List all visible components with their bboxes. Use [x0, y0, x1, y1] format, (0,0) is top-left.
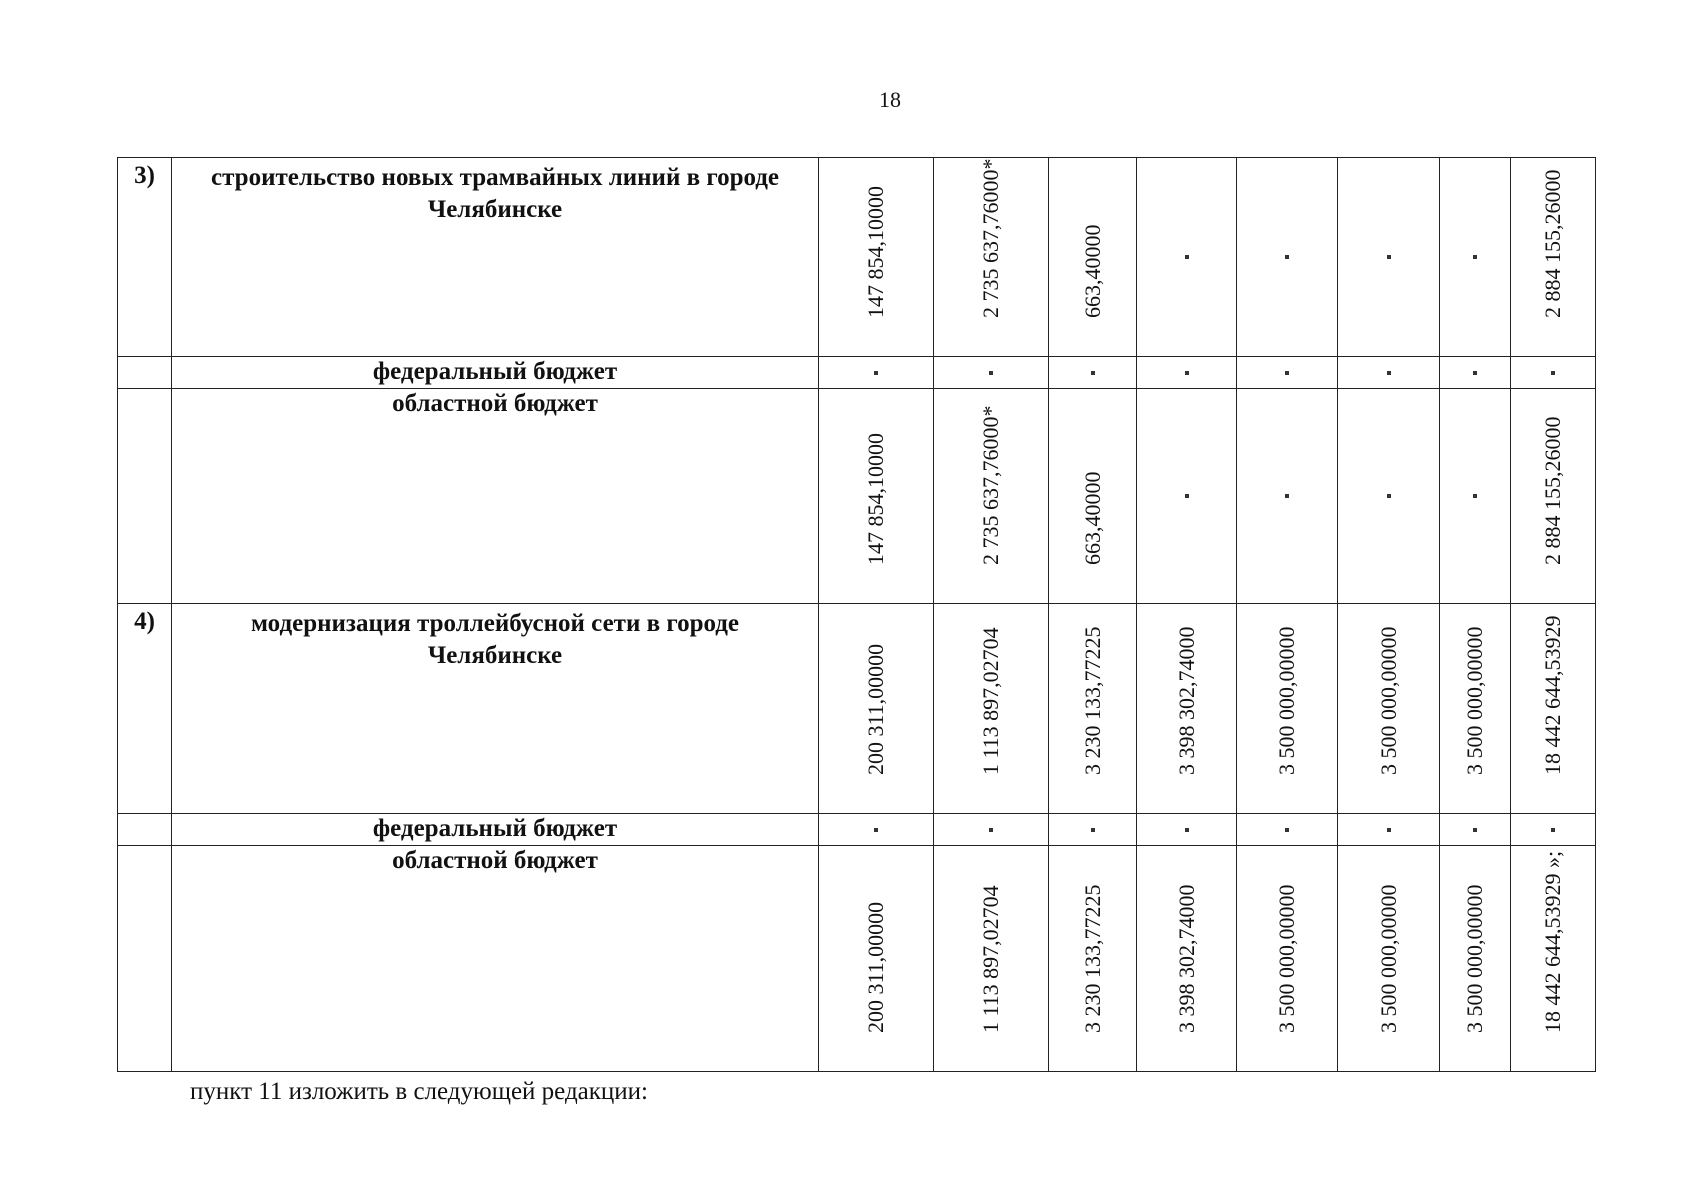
empty-value-cell — [1338, 357, 1440, 389]
total-value-cell — [1511, 158, 1596, 357]
budget-source-cell: федеральный бюджет — [172, 814, 819, 846]
dash-mark — [1387, 371, 1391, 375]
year-value-cell — [1049, 389, 1137, 604]
row-number-cell: 3) — [118, 158, 172, 357]
amount-text: 3 398 302,74000 — [1173, 626, 1199, 775]
amount-text: 147 854,10000 — [863, 433, 888, 565]
dash-mark — [1387, 255, 1391, 259]
empty-value-cell — [1137, 814, 1237, 846]
empty-value-cell — [1137, 389, 1237, 604]
year-value-cell — [934, 604, 1049, 814]
dash-mark — [1185, 255, 1189, 259]
table-row — [118, 158, 1596, 357]
empty-value-cell — [1237, 389, 1338, 604]
dash-mark — [1285, 494, 1289, 498]
year-value-cell — [934, 389, 1049, 604]
year-value-cell — [934, 158, 1049, 357]
empty-value-cell — [1237, 814, 1338, 846]
empty-value-cell — [1440, 814, 1511, 846]
year-value-cell — [1049, 604, 1137, 814]
empty-value-cell — [1338, 158, 1440, 357]
amount-text: 2 884 155,26000 — [1540, 169, 1565, 318]
year-value-cell — [819, 604, 934, 814]
table-row — [118, 357, 1596, 389]
amount-text: 1 113 897,02704 — [978, 885, 1003, 1033]
dash-mark — [1091, 371, 1095, 375]
budget-source-cell: федеральный бюджет — [172, 357, 819, 389]
empty-value-cell — [1440, 389, 1511, 604]
dash-mark — [1387, 494, 1391, 498]
program-funding-table — [117, 157, 1596, 1072]
dash-mark — [1285, 371, 1289, 375]
amount-text: 1 113 897,02704 — [978, 627, 1003, 775]
row-number-cell: 4) — [118, 604, 172, 814]
empty-value-cell — [1237, 357, 1338, 389]
budget-source-cell: областной бюджет — [172, 389, 819, 604]
year-value-cell — [1137, 846, 1237, 1072]
row-number-cell — [118, 389, 172, 604]
total-value-cell — [1511, 389, 1596, 604]
year-value-cell — [1237, 604, 1338, 814]
amount-text: 18 442 644,53929 »; — [1540, 850, 1565, 1033]
amount-text: 3 500 000,00000 — [1375, 626, 1401, 775]
year-value-cell — [819, 846, 934, 1072]
empty-value-cell — [934, 357, 1049, 389]
total-value-cell — [1511, 604, 1596, 814]
empty-value-cell — [1440, 357, 1511, 389]
amount-text: 3 500 000,00000 — [1274, 884, 1299, 1033]
row-number-cell — [118, 814, 172, 846]
empty-value-cell — [819, 814, 934, 846]
dash-mark — [1185, 828, 1189, 832]
amount-text: 2 735 637,76000* — [978, 405, 1003, 565]
dash-mark — [1285, 828, 1289, 832]
page-number: 18 — [879, 87, 901, 112]
row-number-cell — [118, 357, 172, 389]
amount-text: 663,40000 — [1079, 224, 1105, 318]
total-value-cell — [1511, 846, 1596, 1072]
empty-value-cell — [1440, 158, 1511, 357]
dash-mark — [1551, 828, 1555, 832]
empty-value-cell — [1049, 357, 1137, 389]
footer-instruction: пункт 11 изложить в следующей редакции: — [190, 1078, 648, 1105]
dash-mark — [1185, 371, 1189, 375]
amount-text: 3 500 000,00000 — [1274, 626, 1299, 775]
dash-mark — [1551, 371, 1555, 375]
year-value-cell — [819, 158, 934, 357]
table-row — [118, 814, 1596, 846]
dash-mark — [1185, 494, 1189, 498]
empty-value-cell — [1338, 389, 1440, 604]
amount-text: 3 230 133,77225 — [1079, 884, 1105, 1033]
amount-text: 200 311,00000 — [863, 901, 888, 1033]
dash-mark — [1387, 828, 1391, 832]
amount-text: 18 442 644,53929 — [1540, 615, 1565, 775]
empty-value-cell — [1237, 158, 1338, 357]
year-value-cell — [1440, 604, 1511, 814]
dash-mark — [1473, 371, 1477, 375]
budget-source-cell: областной бюджет — [172, 846, 819, 1072]
empty-value-cell — [819, 357, 934, 389]
amount-text: 147 854,10000 — [863, 186, 888, 318]
amount-text: 663,40000 — [1079, 471, 1105, 565]
empty-value-cell — [1511, 357, 1596, 389]
year-value-cell — [819, 389, 934, 604]
empty-value-cell — [1137, 158, 1237, 357]
amount-text: 3 230 133,77225 — [1079, 626, 1105, 775]
year-value-cell — [1049, 158, 1137, 357]
year-value-cell — [1237, 846, 1338, 1072]
dash-mark — [874, 828, 878, 832]
amount-text: 3 500 000,00000 — [1462, 626, 1487, 775]
dash-mark — [1473, 494, 1477, 498]
row-number-cell — [118, 846, 172, 1072]
table-row — [118, 389, 1596, 604]
empty-value-cell — [1137, 357, 1237, 389]
table-row — [118, 846, 1596, 1072]
amount-text: 2 735 637,76000* — [978, 158, 1003, 318]
year-value-cell — [1137, 604, 1237, 814]
empty-value-cell — [934, 814, 1049, 846]
year-value-cell — [934, 846, 1049, 1072]
measure-name-cell: модернизация троллейбусной сети в городе Челябинске — [172, 604, 819, 814]
year-value-cell — [1338, 846, 1440, 1072]
dash-mark — [1473, 255, 1477, 259]
dash-mark — [989, 371, 993, 375]
dash-mark — [989, 828, 993, 832]
amount-text: 3 500 000,00000 — [1375, 884, 1401, 1033]
table-row — [118, 604, 1596, 814]
year-value-cell — [1049, 846, 1137, 1072]
year-value-cell — [1440, 846, 1511, 1072]
dash-mark — [1473, 828, 1477, 832]
empty-value-cell — [1338, 814, 1440, 846]
empty-value-cell — [1049, 814, 1137, 846]
amount-text: 200 311,00000 — [863, 643, 888, 775]
amount-text: 3 500 000,00000 — [1462, 884, 1487, 1033]
amount-text: 3 398 302,74000 — [1173, 884, 1199, 1033]
table-body — [118, 158, 1596, 1072]
dash-mark — [1285, 255, 1289, 259]
empty-value-cell — [1511, 814, 1596, 846]
dash-mark — [1091, 828, 1095, 832]
amount-text: 2 884 155,26000 — [1540, 416, 1565, 565]
measure-name-cell: строительство новых трамвайных линий в городе Челябинске — [172, 158, 819, 357]
dash-mark — [874, 371, 878, 375]
year-value-cell — [1338, 604, 1440, 814]
